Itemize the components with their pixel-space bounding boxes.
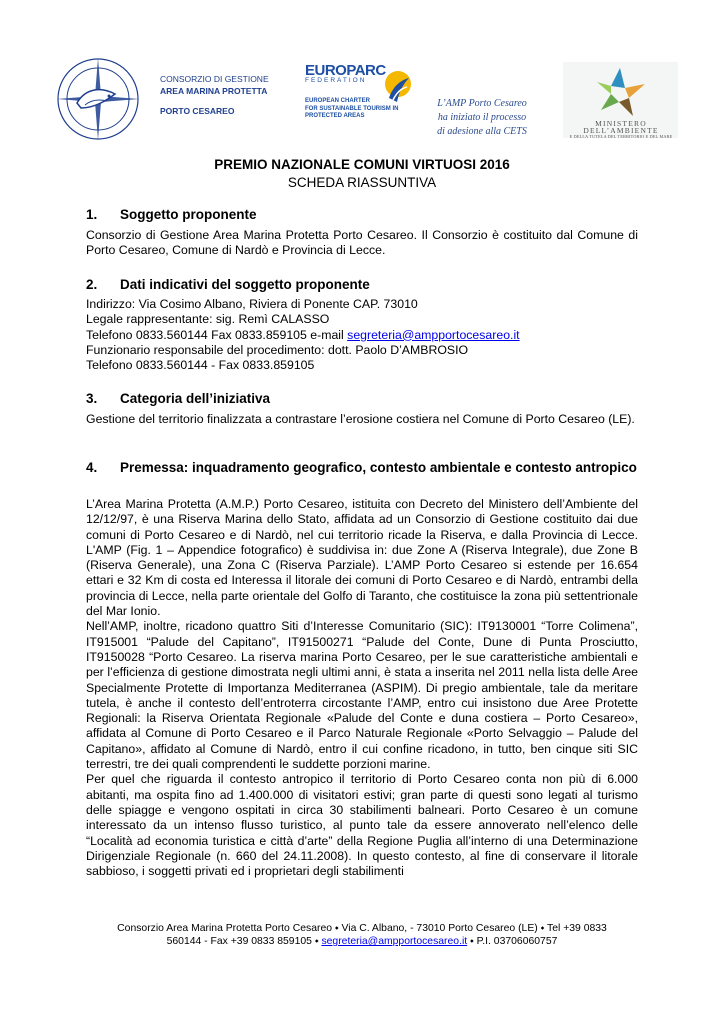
consorzio-header-text <box>160 73 290 117</box>
europarc-sun-icon <box>383 68 413 104</box>
footer-email-link[interactable]: segreteria@ampportocesareo.it <box>321 936 468 947</box>
section-number: 2. <box>86 277 98 292</box>
legal-representative-line: Legale rappresentante: sig. Remì CALASSO <box>86 312 330 327</box>
section-title-line-1: Premessa: inquadramento geografico, contesto ambientale e contesto <box>120 460 572 475</box>
section-title: Categoria dell’iniziativa <box>120 391 271 406</box>
contacts-line <box>86 328 638 343</box>
section-3-text: Gestione del territorio finalizzata a contrastare l’erosione costiera nel Comune di Porto Cesareo (LE). <box>86 412 635 426</box>
europarc-name: EUROPARC <box>305 62 386 79</box>
footer-phone-fax: 560144 - Fax +39 0833 859105 ⬩ <box>166 936 322 947</box>
email-link[interactable]: segreteria@ampportocesareo.it <box>347 327 520 342</box>
ministero-line-2: E DELLA TUTELA DEL TERRITORIO E DEL MARE <box>569 134 673 139</box>
section-title <box>120 459 638 476</box>
section-1-heading <box>86 206 638 223</box>
cets-note <box>426 97 538 139</box>
section-3-heading <box>86 390 638 407</box>
europarc-federation: FEDERATION <box>305 77 367 84</box>
section-title: Dati indicativi del soggetto proponente <box>120 277 370 292</box>
section-number: 3. <box>86 391 98 406</box>
cets-line-3: di adesione alla CETS <box>437 126 527 137</box>
section-number: 4. <box>86 460 98 475</box>
page-footer <box>86 922 638 948</box>
consorzio-line-1: CONSORZIO DI GESTIONE <box>160 74 269 84</box>
paragraph: Nell’AMP, inoltre, ricadono quattro Siti d’Interesse Comunitario (SIC): IT9130001 “Torre Colimena”, IT915001 “Palude del Capitano”, IT91500271 “Palude del Conte, Dune di Punta Prosciutto, IT9150028 “Porto Cesareo. La riserva marina Porto Cesareo, per le sue caratteristiche ambientali e per l’efficienza di gestione dimostrata negli ultimi anni, è stata a inserita nel 2011 nella lista delle Aree Specialmente Protette di Importanza Mediterranea (ASPIM). Di pregio ambientale, tale da meritare tutela, è anche il contesto dell’entroterra circostante l’AMP, entro cui insistono due Aree Protette Regionali: la Riserva Orientata Regionale «Palude del Conte e duna costiera – Porto Cesareo», affidata al Comune di Porto Cesareo e il Parco Naturale Regionale «Porto Selvaggio – Palude del Capitano», affidato al Comune di Nardò, entro il cui confine ricadono, in tutto, ben cinque siti SIC terrestri, tre dei quali comprendenti le suddette porzioni marine. <box>86 619 638 772</box>
charter-line-1: EUROPEAN CHARTER <box>305 98 371 104</box>
section-2-heading <box>86 276 638 293</box>
address-line: Indirizzo: Via Cosimo Albano, Riviera di Ponente CAP. 73010 <box>86 297 418 311</box>
amp-porto-cesareo-logo <box>55 56 141 142</box>
footer-line-2 <box>86 935 638 948</box>
charter-line-3: PROTECTED AREAS <box>305 113 365 119</box>
footer-vat: ⬩ P.I. 03706060757 <box>467 936 558 947</box>
paragraph: Per quel che riguarda il contesto antropico il territorio di Porto Cesareo conta non più di 6.000 abitanti, ma ospita fino ad 1.400.000 di visitatori estivi; gran parte di questi sono legati al turismo delle spiagge e vengono ospitati in circa 30 stabilimenti balneari. Porto Cesareo è un comune interessato da un intenso flusso turistico, al punto tale da essere annoverato nell’elenco delle “Località ad economia turistica e città d’arte” della Regione Puglia all’interno di una Determinazione Dirigenziale Regionale (n. 660 del 24.11.2008). In questo contesto, al fine di conservare il litorale sabbioso, i soggetti privati ed i proprietari degli stabilimenti <box>86 772 638 879</box>
section-4-body <box>86 497 638 879</box>
section-title: Soggetto proponente <box>120 207 257 222</box>
responsible-officer-line: Funzionario responsabile del procedimento: dott. Paolo D’AMBROSIO <box>86 342 469 357</box>
footer-line-1: Consorzio Area Marina Protetta Porto Cesareo ⬩ Via C. Albano, - 73010 Porto Cesareo (LE) ⬩ Tel +39 0833 <box>117 923 607 934</box>
paragraph: L’Area Marina Protetta (A.M.P.) Porto Cesareo, istituita con Decreto del Ministero dell’Ambiente del 12/12/97, è una Riserva Marina dello Stato, affidata ad un Consorzio di Gestione costituito dai due comuni di Porto Cesareo e di Nardò, nel cui territorio ricade la Riserva, e dalla Provincia di Lecce. L'AMP (Fig. 1 – Appendice fotografico) è suddivisa in: due Zone A (Riserva Integrale), due Zone B (Riserva Generale), una Zona C (Riserva Parziale). L’AMP Porto Cesareo si estende per 16.654 ettari e 32 Km di costa ed Interessa il litorale dei comuni di Porto Cesareo e di Nardò, entrambi della provincia di Lecce, nella parte orientale del Golfo di Taranto, che costituisce la zona più settentrionale del Mar Ionio. <box>86 497 638 619</box>
ministero-line-1: MINISTERO DELL’AMBIENTE <box>583 119 659 135</box>
section-title-line-2: antropico <box>575 460 637 475</box>
page-title: PREMIO NAZIONALE COMUNI VIRTUOSI 2016 <box>214 157 510 172</box>
charter-line-2: FOR SUSTAINABLE TOURISM IN <box>305 105 399 112</box>
section-number: 1. <box>86 207 98 222</box>
cets-line-2: ha iniziato il processo <box>437 112 527 123</box>
ministero-text <box>565 121 677 141</box>
consorzio-line-3: PORTO CESAREO <box>160 106 235 116</box>
section-1-text: Consorzio di Gestione Area Marina Protetta Porto Cesareo. Il Consorzio è costituito dal Comune di Porto Cesareo, Comune di Nardò e Provincia di Lecce. <box>86 228 638 258</box>
officer-contacts-line: Telefono 0833.560144 - Fax 0833.859105 <box>86 358 315 373</box>
section-4-heading <box>86 459 638 476</box>
cets-line-1: L’AMP Porto Cesareo <box>437 98 527 109</box>
page-subtitle: SCHEDA RIASSUNTIVA <box>287 175 437 190</box>
section-2-details <box>86 297 638 373</box>
phone-fax-text: Telefono 0833.560144 Fax 0833.859105 e-mail <box>86 327 348 342</box>
consorzio-line-2: AREA MARINA PROTETTA <box>160 86 268 96</box>
